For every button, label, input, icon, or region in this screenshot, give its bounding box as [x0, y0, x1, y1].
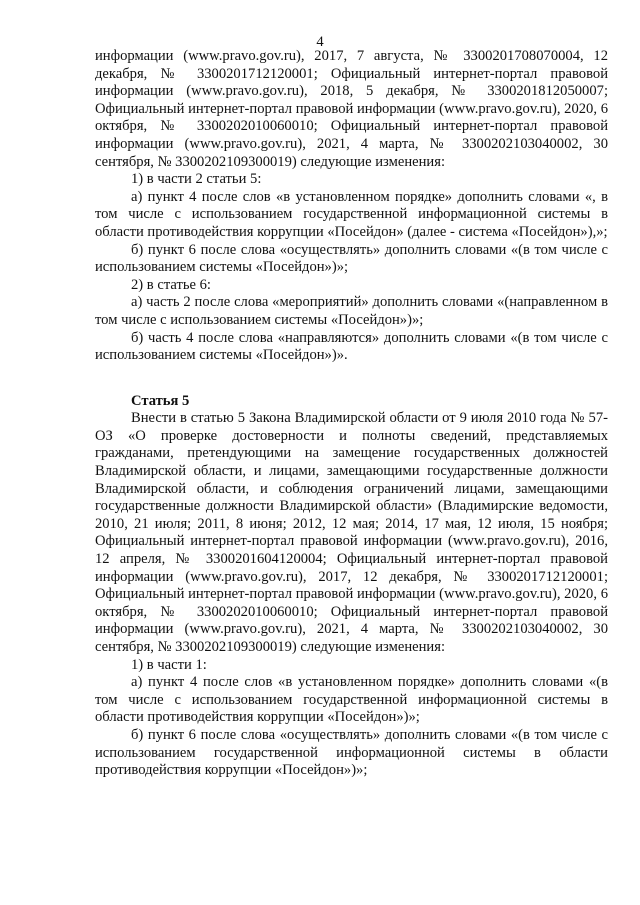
article5-heading: Статья 5	[131, 392, 190, 409]
article4-item2: 2) в статье 6:	[131, 276, 211, 293]
article4-item1b: б) пункт 6 после слова «осуществлять» дополнить словами «(в том числе с использованием системы «Посейдон»)»;	[95, 241, 608, 276]
article4-item2b: б) часть 4 после слова «направляются» дополнить словами «(в том числе с использованием системы «Посейдон»)».	[95, 329, 608, 364]
document-body	[95, 48, 608, 780]
article5-item1b: б) пункт 6 после слова «осуществлять» дополнить словами «(в том числе с использованием государственной информационной системы в области противодействия коррупции «Посейдон»)»;	[95, 726, 608, 779]
article4-intro-paragraph: информации (www.pravo.gov.ru), 2017, 7 августа, № 3300201708070004, 12 декабря, № 3300201712120001; Официальный интернет-портал правовой информации (www.pravo.gov.ru), 2018, 5 декабря, № 3300201812050007; Официальный интернет-портал правовой информации (www.pravo.gov.ru), 2020, 6 октября, № 3300202010060010; Официальный интернет-портал правовой информации (www.pravo.gov.ru), 2021, 4 марта, № 3300202103040002, 30 сентября, № 3300202109300019) следующие изменения:	[95, 48, 608, 170]
article4-item2a: а) часть 2 после слова «мероприятий» дополнить словами «(направленном в том числе с использованием системы «Посейдон»)»;	[95, 294, 608, 328]
article5-intro-paragraph: Внести в статью 5 Закона Владимирской области от 9 июля 2010 года № 57-ОЗ «О проверке достоверности и полноты сведений, представляемых гражданами, претендующими на замещение государственных должностей Владимирской области, и лицами, замещающими государственные должности Владимирской области, и соблюдения ограничений лицами, замещающими государственные должности Владимирской области» (Владимирские ведомости, 2010, 21 июля; 2011, 8 июня; 2012, 12 мая; 2014, 17 мая, 12 июля, 15 ноября; Официальный интернет-портал правовой информации (www.pravo.gov.ru), 2016, 12 апреля, № 3300201604120004; Официальный интернет-портал правовой информации (www.pravo.gov.ru), 2017, 12 декабря, № 3300201712120001; Официальный интернет-портал правовой информации (www.pravo.gov.ru), 2020, 6 октября, № 3300202010060010; Официальный интернет-портал правовой информации (www.pravo.gov.ru), 2021, 4 марта, № 3300202103040002, 30 сентября, № 3300202109300019) следующие изменения:	[95, 410, 608, 655]
article4-item1: 1) в части 2 статьи 5:	[131, 171, 262, 188]
article4-item1a: а) пункт 4 после слов «в установленном порядке» дополнить словами «, в том числе с использованием государственной информационной системы в области противодействия коррупции «Посейдон» (далее - система «Посейдон»),»;	[95, 188, 608, 240]
article5-item1a: а) пункт 4 после слов «в установленном порядке» дополнить словами «(в том числе с использованием государственной информационной системы в области противодействия коррупции «Посейдон»)»;	[95, 674, 608, 726]
page-number: 4	[316, 34, 324, 50]
section-spacer	[95, 365, 608, 393]
article5-item1: 1) в части 1:	[131, 656, 207, 673]
